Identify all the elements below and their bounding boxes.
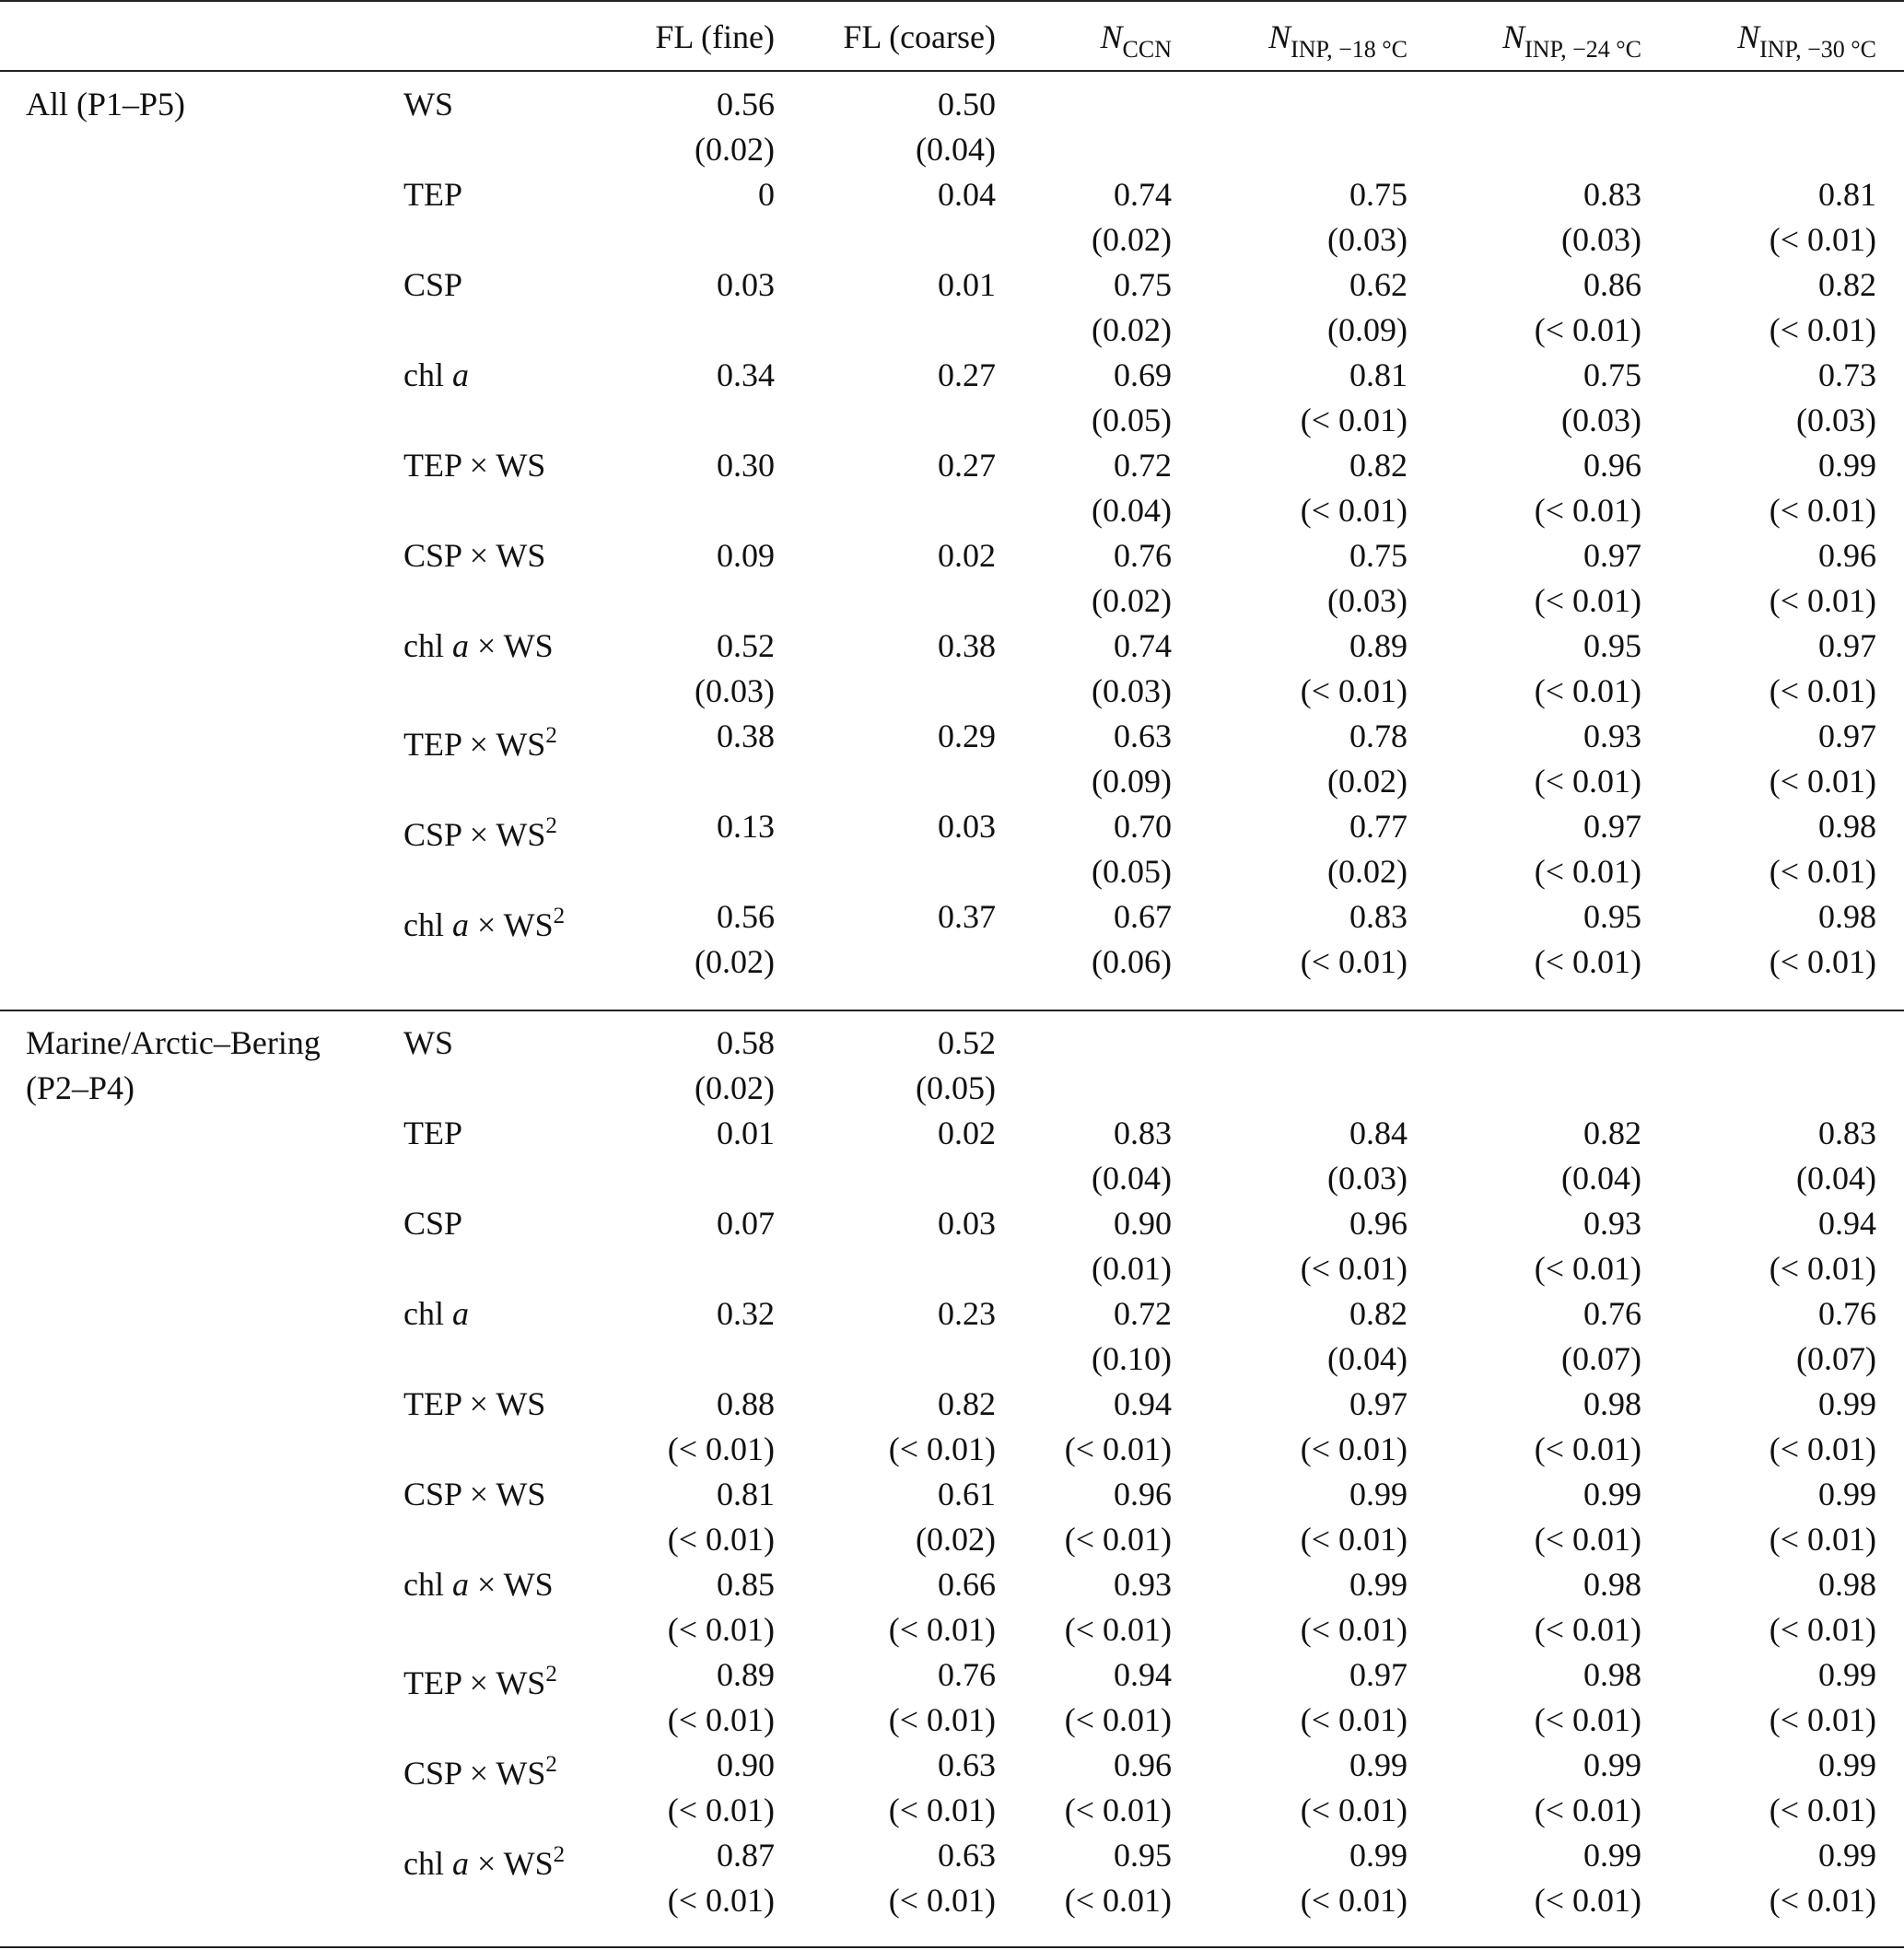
p-value: (0.03): [1092, 672, 1172, 709]
row-variable: [403, 532, 545, 578]
p-value: (< 0.01): [1064, 1792, 1172, 1828]
row-variable-exponent: 2: [545, 723, 557, 748]
coefficient-value: 0.99: [1818, 1656, 1876, 1693]
coefficient-value: 0.94: [1114, 1385, 1172, 1422]
row-variable-base: CSP: [403, 266, 463, 303]
coefficient-value: 0.32: [717, 1295, 775, 1332]
coefficient-value: 0.83: [1349, 898, 1408, 935]
row-variable: [403, 262, 462, 308]
p-value: (< 0.01): [888, 1792, 996, 1828]
header-rule: [0, 70, 1904, 72]
coefficient-value: 0.85: [717, 1566, 775, 1603]
coefficient-value: 0.98: [1818, 1566, 1876, 1603]
row-variable-base: CSP × WS: [403, 1476, 546, 1512]
p-value: (< 0.01): [1769, 763, 1876, 800]
coefficient-value: 0.98: [1583, 1385, 1641, 1422]
p-value: (0.03): [1327, 1160, 1408, 1197]
coefficient-value: 0.99: [1349, 1566, 1408, 1603]
row-variable: [403, 1290, 469, 1337]
row-variable: [403, 81, 453, 127]
row-variable: [403, 1110, 462, 1156]
coefficient-value: 0.38: [717, 718, 775, 754]
coefficient-value: 0.95: [1114, 1837, 1172, 1874]
p-value: (< 0.01): [1534, 853, 1641, 890]
p-value: (< 0.01): [1769, 1882, 1876, 1919]
top-rule: [0, 0, 1904, 2]
p-value: (< 0.01): [1534, 1430, 1641, 1467]
coefficient-value: 0.99: [1818, 447, 1876, 484]
p-value: (< 0.01): [1534, 943, 1641, 980]
coefficient-value: 0.03: [938, 808, 996, 845]
header-n-inp-24: [1502, 17, 1641, 70]
coefficient-value: 0.99: [1349, 1476, 1408, 1512]
p-value: (< 0.01): [1300, 402, 1408, 438]
p-value: (< 0.01): [1769, 582, 1876, 619]
p-value: (0.03): [1561, 402, 1641, 438]
p-value: (< 0.01): [1534, 492, 1641, 529]
header-n-ccn-symbol: N: [1100, 18, 1123, 55]
coefficient-value: 0.99: [1818, 1837, 1876, 1874]
p-value: (< 0.01): [667, 1701, 775, 1738]
p-value: (< 0.01): [667, 1430, 775, 1467]
p-value: (< 0.01): [1300, 1882, 1408, 1919]
header-n-inp-30-symbol: N: [1737, 18, 1760, 55]
coefficient-value: 0.96: [1114, 1746, 1172, 1783]
row-variable-base: TEP × WS: [403, 1385, 546, 1422]
row-variable-base: CSP × WS: [403, 1755, 546, 1792]
row-variable-exponent: 2: [545, 813, 557, 838]
row-variable: [403, 1832, 565, 1886]
header-n-inp-18: [1268, 17, 1408, 70]
coefficient-value: 0.73: [1818, 356, 1876, 393]
p-value: (< 0.01): [1769, 853, 1876, 890]
p-value: (< 0.01): [667, 1611, 775, 1648]
row-variable: [403, 442, 545, 488]
p-value: (< 0.01): [1300, 1250, 1408, 1287]
coefficient-value: 0.99: [1818, 1385, 1876, 1422]
coefficient-value: 0.88: [717, 1385, 775, 1422]
coefficient-value: 0.94: [1114, 1656, 1172, 1693]
p-value: (0.02): [1092, 311, 1172, 348]
coefficient-value: 0.82: [1349, 447, 1408, 484]
coefficient-value: 0.77: [1349, 808, 1408, 845]
coefficient-value: 0.01: [938, 266, 996, 303]
p-value: (0.03): [1796, 402, 1876, 438]
header-n-inp-18-symbol: N: [1268, 18, 1291, 55]
header-n-inp-18-subscript: INP, −18 °C: [1291, 36, 1408, 63]
coefficient-value: 0.34: [717, 356, 775, 393]
row-variable-base: TEP × WS: [403, 726, 546, 763]
row-variable-base: WS: [403, 86, 453, 123]
p-value: (< 0.01): [1300, 1611, 1408, 1648]
coefficient-value: 0.90: [717, 1746, 775, 1783]
bottom-rule: [0, 1946, 1904, 1948]
p-value: (0.09): [1092, 763, 1172, 800]
p-value: (0.04): [1092, 492, 1172, 529]
p-value: (0.04): [1561, 1160, 1641, 1197]
group-separator-rule: [0, 1010, 1904, 1011]
p-value: (0.04): [1796, 1160, 1876, 1197]
row-variable: [403, 1200, 462, 1246]
coefficient-value: 0.37: [938, 898, 996, 935]
coefficient-value: 0.96: [1349, 1205, 1408, 1242]
row-variable: [403, 1020, 453, 1066]
coefficient-value: 0.63: [938, 1837, 996, 1874]
p-value: (< 0.01): [1064, 1521, 1172, 1558]
coefficient-value: 0.70: [1114, 808, 1172, 845]
row-variable: [403, 893, 565, 948]
p-value: (0.09): [1327, 311, 1408, 348]
p-value: (< 0.01): [1769, 1430, 1876, 1467]
coefficient-value: 0.72: [1114, 1295, 1172, 1332]
p-value: (< 0.01): [1300, 943, 1408, 980]
row-variable-base: CSP × WS: [403, 816, 546, 853]
p-value: (< 0.01): [888, 1430, 996, 1467]
p-value: (< 0.01): [1769, 1701, 1876, 1738]
coefficient-value: 0.83: [1583, 176, 1641, 213]
p-value: (0.03): [1561, 221, 1641, 258]
coefficient-value: 0.56: [717, 898, 775, 935]
coefficient-value: 0.76: [1818, 1295, 1876, 1332]
p-value: (0.05): [916, 1069, 996, 1106]
coefficient-value: 0.99: [1583, 1837, 1641, 1874]
coefficient-value: 0.93: [1583, 1205, 1641, 1242]
p-value: (0.02): [695, 943, 775, 980]
p-value: (< 0.01): [1769, 672, 1876, 709]
p-value: (< 0.01): [667, 1792, 775, 1828]
p-value: (< 0.01): [667, 1882, 775, 1919]
coefficient-value: 0.99: [1818, 1746, 1876, 1783]
coefficient-value: 0.99: [1349, 1837, 1408, 1874]
p-value: (0.10): [1092, 1340, 1172, 1377]
coefficient-value: 0.83: [1818, 1115, 1876, 1151]
coefficient-value: 0.89: [717, 1656, 775, 1693]
coefficient-value: 0.75: [1349, 176, 1408, 213]
coefficient-value: 0.82: [1818, 266, 1876, 303]
row-variable: [403, 1471, 545, 1517]
coefficient-value: 0.97: [1818, 627, 1876, 664]
p-value: (< 0.01): [1534, 311, 1641, 348]
p-value: (0.02): [1327, 763, 1408, 800]
p-value: (< 0.01): [1534, 1701, 1641, 1738]
p-value: (< 0.01): [1300, 672, 1408, 709]
coefficient-value: 0.78: [1349, 718, 1408, 754]
row-variable-base: chl a × WS: [403, 1566, 554, 1603]
row-variable: [403, 623, 554, 669]
header-n-ccn-subscript: CCN: [1122, 36, 1172, 63]
coefficient-value: 0.82: [1583, 1115, 1641, 1151]
coefficient-value: 0.30: [717, 447, 775, 484]
p-value: (0.05): [1092, 402, 1172, 438]
row-variable-base: chl a × WS: [403, 627, 554, 664]
p-value: (0.02): [1092, 582, 1172, 619]
group-label: All (P1–P5): [26, 86, 186, 123]
p-value: (0.04): [916, 131, 996, 168]
p-value: (< 0.01): [1300, 492, 1408, 529]
group-label: Marine/Arctic–Bering: [26, 1024, 321, 1061]
coefficient-value: 0.99: [1583, 1476, 1641, 1512]
p-value: (< 0.01): [1769, 492, 1876, 529]
coefficient-value: 0.89: [1349, 627, 1408, 664]
coefficient-value: 0.75: [1114, 266, 1172, 303]
p-value: (< 0.01): [1534, 1611, 1641, 1648]
p-value: (0.01): [1092, 1250, 1172, 1287]
coefficient-value: 0.76: [938, 1656, 996, 1693]
coefficient-value: 0.99: [1583, 1746, 1641, 1783]
row-variable-exponent: 2: [553, 904, 566, 928]
coefficient-value: 0.63: [1114, 718, 1172, 754]
coefficient-value: 0.97: [1349, 1656, 1408, 1693]
header-n-inp-24-symbol: N: [1502, 18, 1525, 55]
row-variable: [403, 352, 469, 398]
p-value: (< 0.01): [1534, 763, 1641, 800]
p-value: (< 0.01): [1534, 1882, 1641, 1919]
coefficient-value: 0.95: [1583, 898, 1641, 935]
p-value: (< 0.01): [667, 1521, 775, 1558]
coefficient-value: 0.74: [1114, 176, 1172, 213]
p-value: (< 0.01): [1064, 1882, 1172, 1919]
p-value: (0.02): [916, 1521, 996, 1558]
coefficient-value: 0.67: [1114, 898, 1172, 935]
p-value: (< 0.01): [1769, 943, 1876, 980]
coefficient-value: 0.23: [938, 1295, 996, 1332]
coefficient-value: 0.27: [938, 447, 996, 484]
row-variable-base: chl a × WS: [403, 1845, 554, 1882]
p-value: (< 0.01): [1769, 1611, 1876, 1648]
coefficient-value: 0.63: [938, 1746, 996, 1783]
row-variable-base: chl a: [403, 356, 469, 393]
row-variable-base: chl a: [403, 1295, 469, 1332]
header-n-inp-30: [1737, 17, 1876, 70]
p-value: (0.02): [695, 131, 775, 168]
row-variable-base: CSP × WS: [403, 537, 546, 574]
p-value: (0.06): [1092, 943, 1172, 980]
header-n-ccn: [1101, 17, 1172, 70]
coefficient-value: 0.87: [717, 1837, 775, 1874]
coefficient-value: 0.58: [717, 1024, 775, 1061]
p-value: (< 0.01): [1534, 1250, 1641, 1287]
p-value: (0.02): [1092, 221, 1172, 258]
row-variable-base: WS: [403, 1024, 453, 1061]
coefficient-value: 0.75: [1349, 537, 1408, 574]
coefficient-value: 0.97: [1583, 537, 1641, 574]
coefficient-value: 0.98: [1818, 808, 1876, 845]
coefficient-value: 0.81: [1818, 176, 1876, 213]
coefficient-value: 0.07: [717, 1205, 775, 1242]
coefficient-value: 0.82: [1349, 1295, 1408, 1332]
p-value: (0.07): [1796, 1340, 1876, 1377]
coefficient-value: 0.81: [717, 1476, 775, 1512]
header-n-inp-30-subscript: INP, −30 °C: [1759, 36, 1876, 63]
coefficient-value: 0.96: [1818, 537, 1876, 574]
row-variable-base: chl a × WS: [403, 906, 554, 943]
p-value: (0.03): [695, 672, 775, 709]
coefficient-value: 0.03: [938, 1205, 996, 1242]
row-variable-exponent: 2: [545, 1752, 557, 1777]
coefficient-value: 0.74: [1114, 627, 1172, 664]
coefficient-value: 0.01: [717, 1115, 775, 1151]
row-variable-base: CSP: [403, 1205, 463, 1242]
p-value: (< 0.01): [1534, 582, 1641, 619]
coefficient-value: 0.96: [1583, 447, 1641, 484]
coefficient-value: 0.62: [1349, 266, 1408, 303]
coefficient-value: 0.93: [1583, 718, 1641, 754]
coefficient-value: 0.72: [1114, 447, 1172, 484]
coefficient-value: 0: [758, 176, 775, 213]
header-fl-fine: FL (fine): [655, 18, 775, 55]
coefficient-value: 0.52: [717, 627, 775, 664]
p-value: (0.05): [1092, 853, 1172, 890]
row-variable: [403, 1652, 557, 1706]
coefficient-value: 0.29: [938, 718, 996, 754]
coefficient-value: 0.02: [938, 537, 996, 574]
row-variable: [403, 713, 557, 767]
header-fl-coarse: FL (coarse): [843, 18, 996, 55]
row-variable: [403, 1742, 557, 1796]
p-value: (< 0.01): [1300, 1521, 1408, 1558]
coefficient-value: 0.75: [1583, 356, 1641, 393]
row-variable-base: TEP: [403, 1115, 463, 1151]
row-variable-exponent: 2: [545, 1662, 557, 1687]
coefficient-value: 0.38: [938, 627, 996, 664]
coefficient-value: 0.99: [1349, 1746, 1408, 1783]
p-value: (< 0.01): [888, 1882, 996, 1919]
coefficient-value: 0.98: [1818, 898, 1876, 935]
p-value: (< 0.01): [1534, 672, 1641, 709]
p-value: (< 0.01): [1300, 1701, 1408, 1738]
row-variable: [403, 171, 462, 217]
coefficient-value: 0.69: [1114, 356, 1172, 393]
coefficient-value: 0.95: [1583, 627, 1641, 664]
coefficient-value: 0.27: [938, 356, 996, 393]
row-variable-base: TEP × WS: [403, 447, 546, 484]
p-value: (< 0.01): [1769, 311, 1876, 348]
coefficient-value: 0.04: [938, 176, 996, 213]
row-variable-base: TEP: [403, 176, 463, 213]
group-label-line2: (P2–P4): [26, 1069, 135, 1106]
p-value: (< 0.01): [1769, 221, 1876, 258]
coefficient-value: 0.83: [1114, 1115, 1172, 1151]
coefficient-value: 0.50: [938, 86, 996, 123]
coefficient-value: 0.84: [1349, 1115, 1408, 1151]
coefficient-value: 0.82: [938, 1385, 996, 1422]
p-value: (< 0.01): [1769, 1250, 1876, 1287]
p-value: (0.04): [1092, 1160, 1172, 1197]
coefficient-value: 0.98: [1583, 1656, 1641, 1693]
header-n-inp-24-subscript: INP, −24 °C: [1524, 36, 1641, 63]
p-value: (< 0.01): [1534, 1521, 1641, 1558]
p-value: (0.02): [1327, 853, 1408, 890]
coefficient-value: 0.97: [1583, 808, 1641, 845]
coefficient-value: 0.97: [1818, 718, 1876, 754]
coefficient-value: 0.52: [938, 1024, 996, 1061]
row-variable: [403, 1561, 554, 1607]
coefficient-value: 0.86: [1583, 266, 1641, 303]
coefficient-value: 0.09: [717, 537, 775, 574]
row-variable: [403, 1381, 545, 1427]
coefficient-value: 0.97: [1349, 1385, 1408, 1422]
coefficient-value: 0.94: [1818, 1205, 1876, 1242]
coefficient-value: 0.13: [717, 808, 775, 845]
p-value: (0.03): [1327, 221, 1408, 258]
p-value: (< 0.01): [1064, 1611, 1172, 1648]
p-value: (0.03): [1327, 582, 1408, 619]
p-value: (< 0.01): [1300, 1792, 1408, 1828]
coefficient-value: 0.76: [1583, 1295, 1641, 1332]
coefficient-value: 0.03: [717, 266, 775, 303]
coefficient-value: 0.90: [1114, 1205, 1172, 1242]
coefficient-value: 0.66: [938, 1566, 996, 1603]
p-value: (< 0.01): [1769, 1521, 1876, 1558]
coefficient-value: 0.61: [938, 1476, 996, 1512]
p-value: (< 0.01): [1534, 1792, 1641, 1828]
coefficient-value: 0.76: [1114, 537, 1172, 574]
coefficient-value: 0.98: [1583, 1566, 1641, 1603]
p-value: (0.04): [1327, 1340, 1408, 1377]
p-value: (< 0.01): [888, 1701, 996, 1738]
p-value: (< 0.01): [888, 1611, 996, 1648]
p-value: (0.02): [695, 1069, 775, 1106]
p-value: (< 0.01): [1064, 1430, 1172, 1467]
row-variable: [403, 803, 557, 858]
coefficient-value: 0.99: [1818, 1476, 1876, 1512]
p-value: (< 0.01): [1769, 1792, 1876, 1828]
coefficient-value: 0.56: [717, 86, 775, 123]
row-variable-exponent: 2: [553, 1842, 566, 1867]
coefficient-value: 0.93: [1114, 1566, 1172, 1603]
p-value: (< 0.01): [1064, 1701, 1172, 1738]
coefficient-value: 0.81: [1349, 356, 1408, 393]
row-variable-base: TEP × WS: [403, 1664, 546, 1701]
p-value: (0.07): [1561, 1340, 1641, 1377]
p-value: (< 0.01): [1300, 1430, 1408, 1467]
coefficient-value: 0.02: [938, 1115, 996, 1151]
coefficient-value: 0.96: [1114, 1476, 1172, 1512]
